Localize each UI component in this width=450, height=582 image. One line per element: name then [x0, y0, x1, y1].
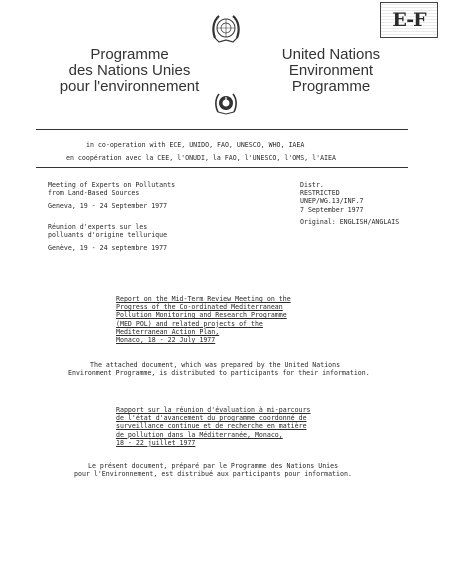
report-title-fr-line: Rapport sur la réunion d'évaluation à mi-parcours: [116, 406, 311, 414]
unep-emblem-icon: [214, 90, 238, 116]
title-en-line: Programme: [291, 78, 371, 95]
report-title-en-line: (MED POL) and related projects of the: [116, 319, 263, 328]
report-title-en-line: Pollution Monitoring and Research Programme: [116, 311, 287, 320]
un-emblem-icon: [209, 12, 243, 46]
title-fr: [42, 47, 217, 95]
report-title-fr-line: de l'état d'avancement du programme coordonné de: [116, 414, 307, 423]
header-rule: [36, 167, 408, 168]
paragraph-en-line: Environment Programme, is distributed to participants for their information.: [68, 369, 370, 378]
meeting-date-fr: Genève, 19 - 24 septembre 1977: [48, 244, 168, 253]
report-title-en-line: Monaco, 18 - 22 July 1977: [116, 336, 216, 345]
meeting-date-en: Geneva, 19 - 24 September 1977: [48, 202, 168, 211]
report-title-fr-line: surveillance continue et de recherche en matière: [116, 422, 307, 431]
distribution-block: [300, 181, 399, 226]
original-language: Original: ENGLISH/ANGLAIS: [300, 217, 400, 226]
title-en-line: United Nations: [281, 46, 381, 63]
meeting-title-en: Meeting of Experts on Pollutants: [48, 181, 176, 189]
paragraph-en: [68, 361, 370, 377]
report-title-en-line: Progress of the Co-ordinated Mediterranean: [116, 303, 283, 312]
language-tag-text: E-F: [392, 9, 426, 31]
report-title-en-line: Mediterranean Action Plan,: [116, 327, 220, 336]
paragraph-fr-line: pour l'Environnement, est distribué aux participants pour information.: [74, 470, 352, 479]
report-title-fr-line: 18 - 22 juillet 1977: [116, 438, 196, 447]
restricted-label: RESTRICTED: [300, 189, 340, 198]
distr-label: Distr.: [300, 181, 324, 189]
title-fr-line: Programme: [90, 46, 169, 63]
report-title-en-line: Report on the Mid-Term Review Meeting on the: [116, 295, 291, 303]
cooperation-en: in co-operation with ECE, UNIDO, FAO, UNESCO, WHO, IAEA: [86, 141, 305, 149]
meeting-title-en: from Land-Based Sources: [48, 189, 140, 198]
title-en-line: Environment: [288, 62, 374, 79]
language-tag: [380, 2, 438, 38]
title-en: [271, 47, 391, 95]
document-date: 7 September 1977: [300, 205, 364, 214]
meeting-info: [48, 181, 175, 252]
meeting-title-fr: polluants d'origine tellurique: [48, 230, 168, 239]
paragraph-fr: [74, 462, 352, 478]
report-title-fr: [116, 406, 311, 447]
report-title-fr-line: de pollution dans la Méditerranée, Monaco,: [116, 430, 283, 439]
title-fr-line: pour l'environnement: [59, 78, 200, 95]
report-title-en: [116, 295, 291, 344]
document-symbol: UNEP/WG.13/INF.7: [300, 197, 364, 206]
header-rule: [36, 129, 408, 130]
paragraph-en-line: The attached document, which was prepared by the United Nations: [90, 361, 341, 369]
meeting-title-fr: Réunion d'experts sur les: [48, 222, 148, 231]
title-fr-line: des Nations Unies: [68, 62, 191, 79]
cooperation-fr: en coopération avec la CEE, l'ONUDI, la FAO, l'UNESCO, l'OMS, l'AIEA: [66, 154, 336, 162]
paragraph-fr-line: Le présent document, préparé par le Programme des Nations Unies: [88, 462, 339, 470]
